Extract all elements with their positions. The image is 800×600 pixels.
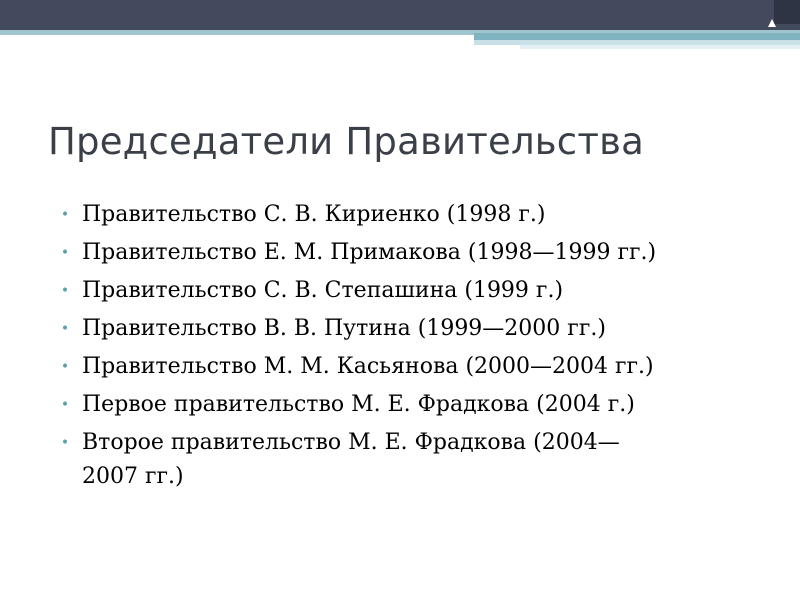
- list-item: [58, 350, 758, 384]
- triangle-marker-icon: [768, 19, 776, 27]
- list-item: [58, 236, 758, 270]
- list-item: [58, 312, 758, 346]
- list-item: [58, 198, 758, 232]
- list-item-text: Правительство М. М. Касьянова (2000—2004 гг.): [82, 354, 654, 379]
- list-item: [58, 388, 758, 422]
- bullet-icon: •: [60, 283, 70, 299]
- list-item-text: Правительство Е. М. Примакова (1998—1999 гг.): [82, 240, 657, 265]
- list-item-text: Правительство С. В. Кириенко (1998 г.): [82, 202, 546, 227]
- list-item-text: Первое правительство М. Е. Фрадкова (2004 г.): [82, 392, 635, 417]
- bullet-icon: •: [60, 397, 70, 413]
- bullet-icon: •: [60, 359, 70, 375]
- list-item-text: Правительство В. В. Путина (1999—2000 гг.): [82, 316, 606, 341]
- list-item: [58, 426, 642, 494]
- header-corner-block: [774, 0, 800, 24]
- accent-stripe-3: [520, 45, 800, 49]
- bullet-icon: •: [60, 435, 70, 451]
- accent-stripe-1: [474, 33, 800, 40]
- header-bar: [0, 0, 800, 30]
- list-item-text: Правительство С. В. Степашина (1999 г.): [82, 278, 564, 303]
- list-item: [58, 274, 758, 308]
- bullet-list: [58, 198, 758, 498]
- bullet-icon: •: [60, 321, 70, 337]
- bullet-icon: •: [60, 245, 70, 261]
- slide-title: Председатели Правительства: [48, 120, 644, 163]
- bullet-icon: •: [60, 207, 70, 223]
- list-item-text: Второе правительство М. Е. Фрадкова (2004—2007 гг.): [82, 430, 620, 489]
